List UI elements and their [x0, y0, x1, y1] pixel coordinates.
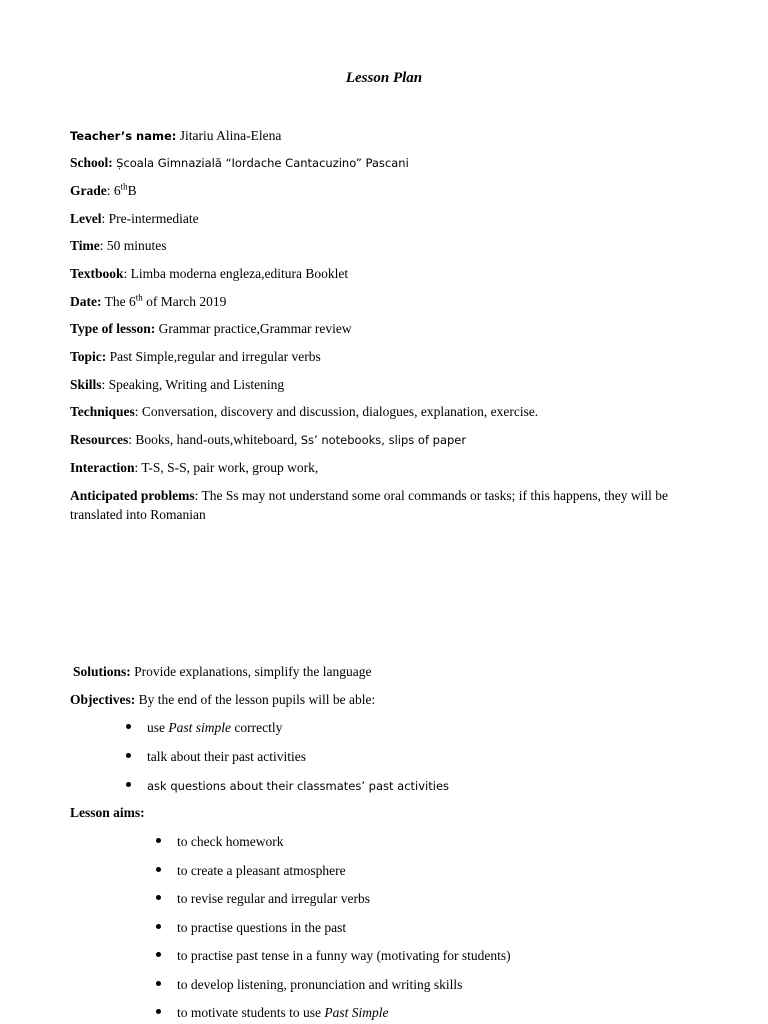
topic-line: [70, 347, 710, 366]
techniques-line: [70, 402, 710, 421]
bullet-icon: [156, 924, 161, 929]
textbook-line: [70, 264, 710, 283]
aim-item-text: to develop listening, pronunciation and writing skills: [177, 977, 463, 992]
bullet-icon: [156, 895, 161, 900]
skills-line: [70, 375, 710, 394]
techniques-label: Techniques: [70, 404, 135, 419]
aim-item-text: to check homework: [177, 834, 284, 849]
aim-item: [156, 1003, 389, 1022]
aims-label: Lesson aims:: [70, 805, 145, 820]
objective-item-text: talk about their past activities: [147, 749, 306, 764]
topic-value: Past Simple,regular and irregular verbs: [106, 349, 321, 364]
school-value: Școala Gimnazială “Iordache Cantacuzino” Pascani: [116, 156, 409, 170]
solutions-value: Provide explanations, simplify the language: [130, 664, 372, 679]
bullet-icon: [156, 952, 161, 957]
date-line: [70, 292, 710, 311]
objective-item-text: ask questions about their classmates’ past activities: [147, 779, 450, 793]
aim-item-text: to practise questions in the past: [177, 920, 347, 935]
type-of-lesson-value: Grammar practice,Grammar review: [155, 321, 352, 336]
objective-item: [126, 718, 282, 737]
objective-item: [126, 776, 449, 796]
date-post: of March 2019: [142, 294, 227, 309]
aim-item-text: to revise regular and irregular verbs: [177, 891, 371, 906]
bullet-icon: [156, 1009, 161, 1014]
aim-item: [156, 889, 370, 908]
resources-value: : Books, hand-outs,whiteboard,: [128, 432, 301, 447]
objective-item-ital: Past simple: [168, 720, 231, 735]
textbook-label: Textbook: [70, 266, 124, 281]
school-label: School:: [70, 155, 113, 170]
objectives-value: By the end of the lesson pupils will be able:: [135, 692, 376, 707]
bullet-icon: [126, 753, 131, 758]
resources-label: Resources: [70, 432, 129, 447]
anticipated-value: : The Ss may not understand some oral commands or tasks; if this happens, they will be translated into Romanian: [70, 488, 668, 522]
anticipated-problems-line: [70, 486, 685, 524]
resources-line: [70, 430, 710, 450]
interaction-line: [70, 458, 710, 477]
page-title: Lesson Plan: [345, 70, 423, 86]
solutions-label: Solutions:: [73, 664, 131, 679]
techniques-value: : Conversation, discovery and discussion, dialogues, explanation, exercise.: [134, 404, 539, 419]
aim-item: [156, 861, 346, 880]
topic-label: Topic:: [70, 349, 107, 364]
aim-item: [156, 832, 283, 851]
solutions-line: [73, 662, 713, 681]
anticipated-label: Anticipated problems: [70, 488, 195, 503]
bullet-icon: [156, 838, 161, 843]
level-line: [70, 209, 710, 228]
skills-label: Skills: [70, 377, 102, 392]
grade-num: 6: [113, 183, 121, 198]
objectives-label: Objectives:: [70, 692, 136, 707]
type-of-lesson-label: Type of lesson:: [70, 321, 156, 336]
aim-item-pre: to motivate students to use: [177, 1005, 325, 1020]
level-label: Level: [70, 211, 102, 226]
aim-item: [156, 946, 511, 965]
objectives-line: [70, 690, 710, 709]
grade-sup: th: [120, 181, 128, 192]
date-pre: The 6: [101, 294, 136, 309]
aim-item-text: to create a pleasant atmosphere: [177, 863, 346, 878]
grade-label: Grade: [70, 183, 107, 198]
objective-item-pre: use: [147, 720, 169, 735]
bullet-icon: [126, 724, 131, 729]
interaction-label: Interaction: [70, 460, 135, 475]
date-sup: th: [135, 292, 143, 303]
aim-item-ital: Past Simple: [324, 1005, 389, 1020]
level-value: : Pre-intermediate: [101, 211, 199, 226]
date-label: Date:: [70, 294, 102, 309]
time-line: [70, 236, 710, 255]
bullet-icon: [156, 867, 161, 872]
skills-value: : Speaking, Writing and Listening: [101, 377, 285, 392]
type-of-lesson-line: [70, 319, 710, 338]
grade-line: [70, 181, 710, 200]
bullet-icon: [156, 981, 161, 986]
teacher-value: Jitariu Alina-Elena: [179, 128, 282, 143]
aim-item-text: to practise past tense in a funny way (motivating for students): [177, 948, 511, 963]
resources-value-2: Ss’ notebooks, slips of paper: [300, 433, 467, 447]
time-value: : 50 minutes: [99, 238, 167, 253]
grade-sep: :: [106, 183, 111, 198]
teacher-line: [70, 126, 710, 146]
interaction-value: : T-S, S-S, pair work, group work,: [134, 460, 319, 475]
objective-item: [126, 747, 306, 766]
bullet-icon: [126, 782, 131, 787]
objective-item-post: correctly: [231, 720, 283, 735]
aim-item: [156, 975, 462, 994]
teacher-label: Teacher’s name:: [70, 129, 177, 143]
textbook-value: : Limba moderna engleza,editura Booklet: [123, 266, 349, 281]
time-label: Time: [70, 238, 100, 253]
aims-heading: [70, 803, 710, 822]
grade-rest: B: [127, 183, 137, 198]
school-line: [70, 153, 710, 173]
aim-item: [156, 918, 346, 937]
